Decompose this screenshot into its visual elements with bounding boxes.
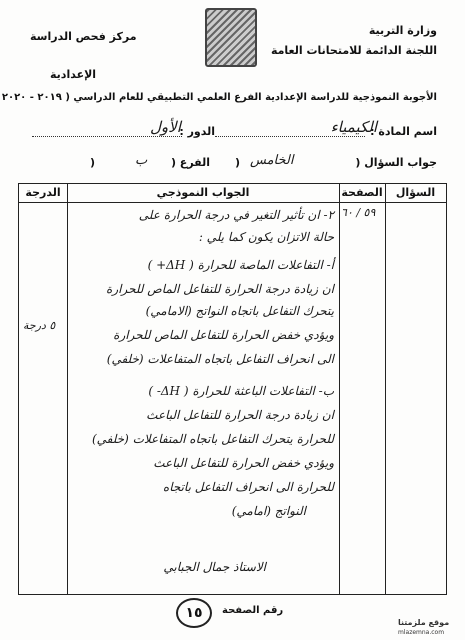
grade-value: ٥ درجة: [23, 319, 56, 332]
question-value: الخامس: [250, 153, 294, 168]
round-dotted-line: [32, 136, 182, 137]
question-close-paren: ): [235, 156, 241, 169]
col-question-header: السؤال: [395, 186, 436, 199]
col-answer-header: الجواب النموذجي: [156, 186, 250, 199]
answer-line-7: الى انحراف التفاعل باتجاه المتفاعلات (خلفي): [106, 352, 334, 366]
divider-grade: [67, 184, 68, 594]
answer-line-1: ٢- ان تأثير التغير في درجة الحرارة على: [138, 208, 334, 222]
ministry-name: وزارة التربية: [368, 24, 437, 37]
seal-logo: [205, 8, 257, 67]
page-number-badge: ١٥: [176, 598, 212, 628]
subject-dotted-line: [215, 136, 365, 137]
committee-name: اللجنة الدائمة للامتحانات العامة: [270, 44, 437, 57]
divider-question: [385, 184, 386, 594]
page-number-label: رقم الصفحة: [222, 605, 284, 616]
answer-line-11: ويؤدي خفض الحرارة للتفاعل الباعث: [153, 456, 334, 470]
answer-line-4: ان زيادة درجة الحرارة للتفاعل الماص للحرارة: [106, 282, 334, 296]
answer-line-9: ان زيادة درجة الحرارة للتفاعل الباعث: [146, 408, 334, 422]
page-reference: ٥٩ / ٦٠: [341, 206, 376, 219]
teacher-signature: الاستاذ جمال الجبابي: [163, 560, 266, 574]
branch-value: ب: [135, 153, 148, 168]
question-label: جواب السؤال (: [355, 156, 437, 169]
answer-line-2: حالة الاتزان يكون كما يلي :: [198, 230, 334, 244]
answer-line-5: يتحرك التفاعل باتجاه النواتج (الامامي): [145, 304, 334, 318]
divider-page: [339, 184, 340, 594]
answer-line-8: ب- التفاعلات الباعثة للحرارة ( ΔH- ): [148, 384, 334, 398]
round-value: الأول: [150, 118, 181, 136]
answer-table: [18, 183, 447, 595]
round-label: الدور :: [179, 125, 215, 138]
answer-line-3: أ- التفاعلات الماصة للحرارة ( ΔH+ ): [147, 258, 334, 272]
subject-label: اسم المادة :: [370, 125, 437, 138]
stage-name: الإعدادية: [50, 68, 97, 81]
branch-close-paren: ): [90, 156, 96, 169]
answer-line-6: ويؤدي خفض الحرارة للتفاعل الماص للحرارة: [113, 328, 334, 342]
answer-line-10: للحرارة يتحرك التفاعل باتجاه المتفاعلات (خلفي): [91, 432, 334, 446]
answer-line-13: النواتج (امامي): [231, 504, 306, 518]
col-grade-header: الدرجة: [25, 186, 61, 199]
watermark-url: mlazemna.com: [398, 629, 445, 636]
watermark-logo: موقع ملزمتنا: [398, 618, 450, 627]
document-title: الأجوبة النموذجية للدراسة الإعدادية الفرع العلمي التطبيقي للعام الدراسي ( ٢٠١٩ - ٢٠٢٠: [1, 92, 437, 103]
branch-label: الفرع (: [170, 156, 210, 169]
answer-line-12: للحرارة الى انحراف التفاعل باتجاه: [162, 480, 334, 494]
center-name: مركز فحص الدراسة: [30, 30, 137, 43]
col-page-header: الصفحة: [341, 186, 383, 199]
subject-value: الكيمياء: [330, 118, 377, 136]
table-header: [19, 184, 446, 203]
